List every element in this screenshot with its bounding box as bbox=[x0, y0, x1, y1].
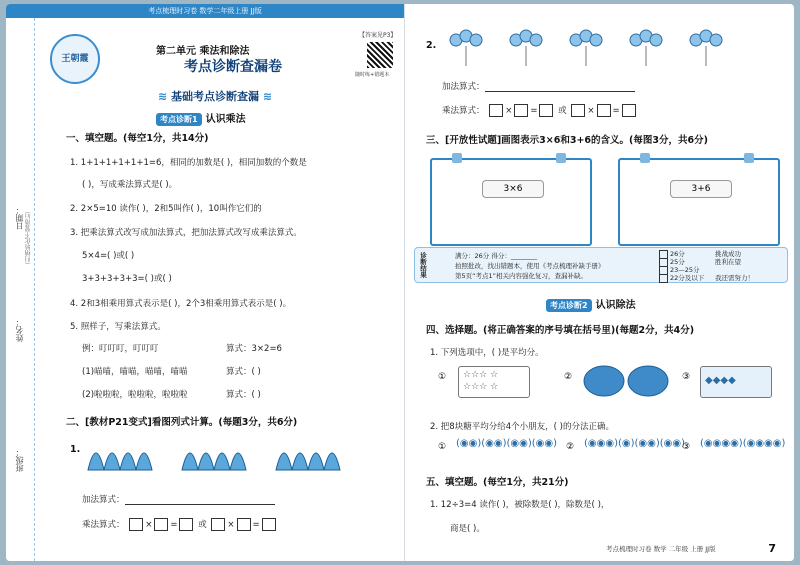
result-option[interactable]: 25分 bbox=[659, 257, 685, 267]
answer-box[interactable] bbox=[539, 104, 553, 117]
clip-icon bbox=[556, 153, 566, 163]
answer-box[interactable] bbox=[237, 518, 251, 531]
fish-group-illustration bbox=[84, 430, 354, 476]
wave-icon: ≋ bbox=[259, 90, 273, 103]
answer-box[interactable] bbox=[489, 104, 503, 117]
section-title: ≋ 基础考点诊断查漏 ≋ bbox=[158, 90, 273, 103]
star-icon: ☆☆☆ ☆ bbox=[463, 382, 499, 392]
qr-code-icon[interactable] bbox=[367, 42, 393, 68]
q1-5-1-right: 算式：( ) bbox=[226, 367, 261, 377]
q1-item-1a: 1. 1+1+1+1+1+1=6，相同的加数是( )，相同加数的个数是 bbox=[70, 158, 307, 168]
option-2-label[interactable]: ② bbox=[566, 442, 575, 452]
q1-example-left: 例：叮叮叮，叮叮叮 bbox=[82, 344, 159, 354]
option-1-label[interactable]: ① bbox=[438, 372, 447, 382]
score-line: 满分：26分 得分：________ bbox=[455, 252, 537, 260]
result-option[interactable]: 26分 bbox=[659, 249, 685, 259]
question-2-header: 二、[教材P21变式]看图列式计算。(每题3分，共6分) bbox=[66, 417, 298, 428]
q2-item-2-label: 2. bbox=[426, 40, 437, 51]
answer-box[interactable] bbox=[211, 518, 225, 531]
diagnosis-1-heading: 考点诊断1 认识乘法 bbox=[156, 110, 246, 126]
qr-caption: 随时练+错题本 bbox=[355, 72, 390, 78]
result-remark: 我还需努力！ bbox=[715, 274, 754, 282]
diagnosis-tag: 考点诊断2 bbox=[546, 299, 592, 312]
name-label: 姓名： bbox=[15, 318, 24, 342]
score-banner bbox=[414, 247, 788, 283]
q4-item-2: 2. 把8块糖平均分给4个小朋友，( )的分法正确。 bbox=[430, 422, 614, 432]
answer-box[interactable] bbox=[571, 104, 585, 117]
workbook-spread bbox=[6, 4, 794, 561]
diagnosis-tag: 考点诊断1 bbox=[156, 113, 202, 126]
result-remark: 挑战成功 bbox=[715, 250, 741, 258]
checkbox[interactable] bbox=[659, 274, 668, 283]
q1-item-2: 2. 2×5=10 读作( )，2和5叫作( )，10叫作它们的 bbox=[70, 204, 262, 214]
q1-item-3a: 5×4=( )或( ) bbox=[82, 251, 135, 261]
answer-box[interactable] bbox=[622, 104, 636, 117]
answer-box[interactable] bbox=[597, 104, 611, 117]
q1-item-3b: 3+3+3+3+3=( )或( ) bbox=[82, 274, 172, 284]
q5-item-1a: 1. 12÷3=4 读作( )，被除数是( )，除数是( )， bbox=[430, 500, 610, 510]
side-binding-strip bbox=[6, 18, 35, 561]
answer-box[interactable] bbox=[154, 518, 168, 531]
q1-item-5: 5. 照样子，写乘法算式。 bbox=[70, 322, 166, 332]
drawing-frame-addition[interactable] bbox=[618, 158, 780, 246]
right-page bbox=[406, 4, 794, 561]
q2-2-multiplication-row: 乘法算式： × = 或 × = bbox=[442, 104, 638, 117]
result-side-label: 诊断结果 bbox=[419, 252, 427, 278]
star-icon: ☆☆☆ ☆ bbox=[463, 370, 499, 380]
left-page bbox=[6, 4, 405, 561]
brand-logo: 王朝霞 bbox=[50, 34, 100, 84]
option-3-label[interactable]: ③ bbox=[682, 372, 691, 382]
q2-item-1-label: 1. bbox=[70, 444, 81, 455]
q5-item-1b: 商是( )。 bbox=[450, 524, 485, 534]
option-3-fish[interactable] bbox=[700, 366, 772, 398]
q1-5-2-right: 算式：( ) bbox=[226, 390, 261, 400]
result-option[interactable]: 23—25分 bbox=[659, 265, 700, 275]
question-3-header: 三、[开放性试题]画图表示3×6和3+6的含义。(每图3分，共6分) bbox=[426, 135, 708, 146]
option-2-watermelons[interactable] bbox=[582, 364, 672, 398]
candy-group-option-3[interactable]: (◉◉◉◉)(◉◉◉◉) bbox=[700, 438, 786, 449]
q2-1-multiplication-row: 乘法算式： × = 或 × = bbox=[82, 518, 278, 531]
banner-line-2: 第5页“考点1”相关内容强化复习，查漏补缺。 bbox=[455, 272, 588, 280]
q4-item-1: 1. 下列选项中，( )是平均分。 bbox=[430, 348, 544, 358]
diagnosis-2-heading: 考点诊断2 认识除法 bbox=[546, 296, 636, 312]
q1-item-4: 4. 2和3相乘用算式表示是( )，2个3相乘用算式表示是( )。 bbox=[70, 299, 292, 309]
q1-5-2-left: (2)啦啦啦，啦啦啦，啦啦啦 bbox=[82, 390, 188, 400]
q1-item-3: 3. 把乘法算式改写成加法算式，把加法算式改写成乘法算式。 bbox=[70, 228, 302, 238]
class-label: 班级： bbox=[15, 448, 24, 472]
answer-box[interactable] bbox=[514, 104, 528, 117]
question-1-header: 一、填空题。(每空1分，共14分) bbox=[66, 133, 209, 144]
q2-2-addition-row: 加法算式： bbox=[442, 80, 635, 92]
question-5-header: 五、填空题。(每空1分，共21分) bbox=[426, 477, 569, 488]
answer-reference: 【答案见P3】 bbox=[359, 32, 397, 39]
answer-box[interactable] bbox=[129, 518, 143, 531]
page-number: 7 bbox=[768, 542, 776, 555]
option-2-label[interactable]: ② bbox=[564, 372, 573, 382]
q1-example-right: 算式：3×2=6 bbox=[226, 344, 282, 354]
option-1-label[interactable]: ① bbox=[438, 442, 447, 452]
option-3-label[interactable]: ③ bbox=[682, 442, 691, 452]
top-banner: 考点梳理时习卷 数学二年级上册 JJ版 bbox=[6, 4, 404, 18]
clip-icon bbox=[744, 153, 754, 163]
q1-5-1-left: (1)喵喵，喵喵，喵喵，喵喵 bbox=[82, 367, 188, 377]
q1-item-1b: ( )，写成乘法算式是( )。 bbox=[82, 180, 178, 190]
addition-answer-field[interactable] bbox=[485, 91, 635, 92]
frame-label: 3×6 bbox=[482, 180, 544, 198]
candy-group-option-2[interactable]: (◉◉◉)(◉)(◉◉)(◉◉) bbox=[584, 438, 686, 449]
answer-box[interactable] bbox=[262, 518, 276, 531]
candy-group-option-1[interactable]: (◉◉)(◉◉)(◉◉)(◉◉) bbox=[456, 438, 558, 449]
page-footer: 考点梳理时习卷 数学 二年级 上册 JJ版 bbox=[606, 545, 716, 553]
clip-icon bbox=[452, 153, 462, 163]
question-4-header: 四、选择题。(将正确答案的序号填在括号里)(每题2分，共4分) bbox=[426, 325, 695, 336]
result-remark: 胜利在望 bbox=[715, 258, 741, 266]
unit-title: 第二单元 乘法和除法 bbox=[156, 46, 250, 57]
addition-answer-field[interactable] bbox=[125, 504, 275, 505]
clip-icon bbox=[640, 153, 650, 163]
date-label: 日期： bbox=[15, 206, 24, 230]
balloon-bunches-illustration bbox=[442, 26, 742, 72]
frame-label: 3+6 bbox=[670, 180, 732, 198]
wave-icon: ≋ bbox=[158, 90, 172, 103]
page-title: 考点诊断查漏卷 bbox=[184, 59, 282, 75]
q2-1-addition-row: 加法算式： bbox=[82, 493, 275, 505]
drawing-frame-multiplication[interactable] bbox=[430, 158, 592, 246]
fish-icon: ◆◆◆◆ bbox=[705, 375, 736, 386]
banner-line-1: 拍照批改，找出错题本，使用《考点梳理补缺手册》 bbox=[455, 262, 605, 270]
option-1-stars[interactable] bbox=[458, 366, 530, 398]
answer-box[interactable] bbox=[179, 518, 193, 531]
result-option[interactable]: 22分及以下 bbox=[659, 273, 704, 283]
binding-note: （归纳转化不要落后） bbox=[25, 208, 32, 268]
